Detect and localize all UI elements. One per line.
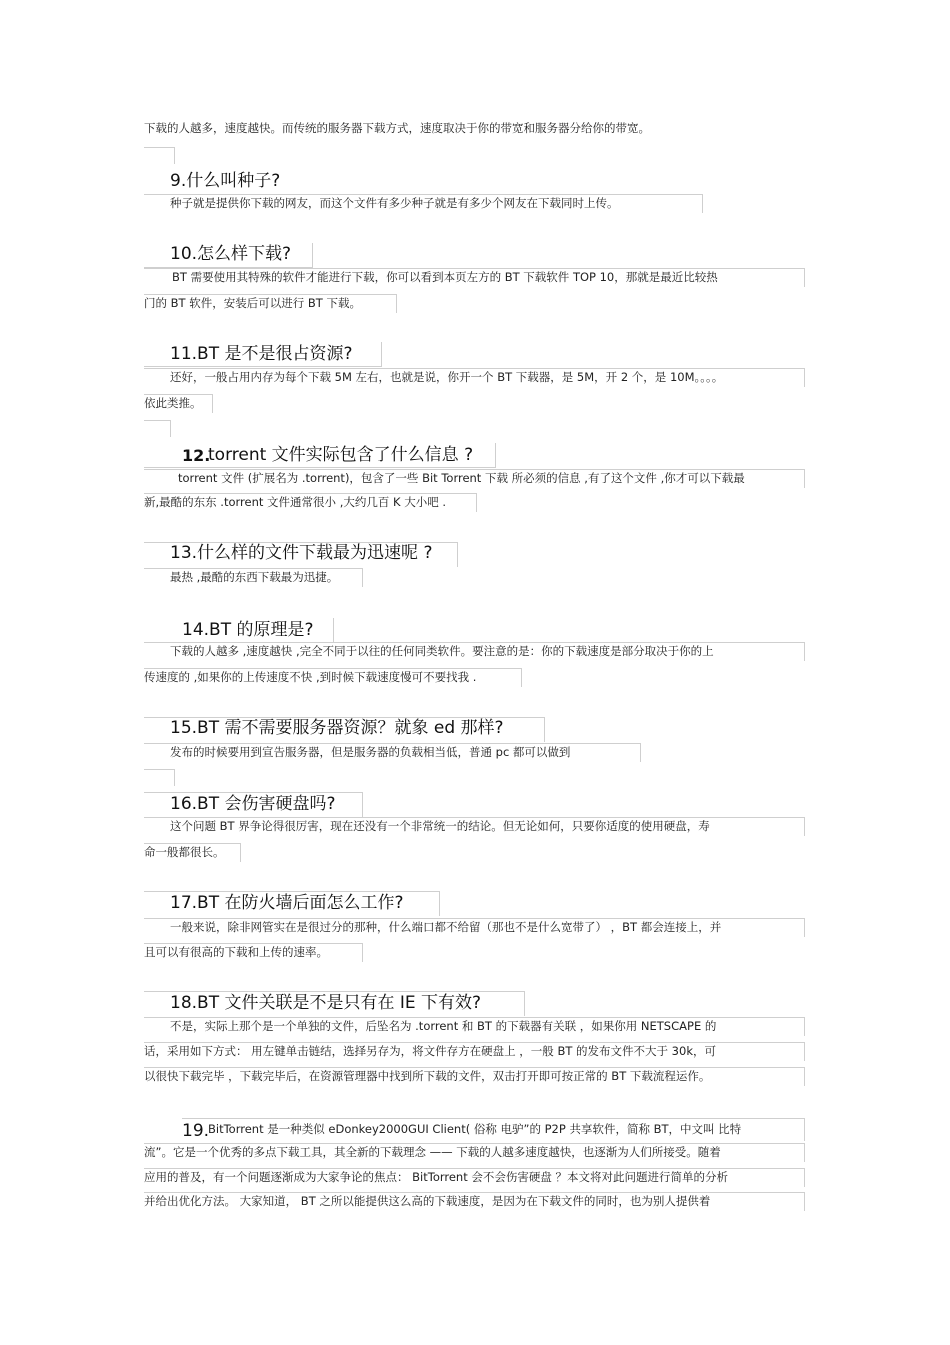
table-cell-border bbox=[144, 493, 477, 512]
table-cell-border bbox=[144, 469, 805, 488]
table-cell-border bbox=[144, 1042, 805, 1061]
paragraph-line: BT 需要使用其特殊的软件才能进行下载，你可以看到本页左方的 BT 下载软件 TOP 10，那就是最近比较热 bbox=[172, 270, 718, 284]
paragraph-line: 依此类推。 bbox=[144, 396, 202, 410]
table-cell-border bbox=[144, 891, 440, 916]
paragraph-line: 流”。它是一个优秀的多点下载工具，其全新的下载理念 —— 下载的人越多速度越快，也逐渐为人们所接受。随着 bbox=[144, 1145, 721, 1159]
table-cell-border bbox=[144, 147, 175, 164]
paragraph-line: 且可以有很高的下载和上传的速率。 bbox=[144, 945, 328, 959]
table-cell-border bbox=[182, 1118, 805, 1141]
table-cell-border bbox=[144, 568, 363, 587]
paragraph-line: 并给出优化方法。 大家知道， BT 之所以能提供这么高的下载速度，是因为在下载文件的同时，也为别人提供着 bbox=[144, 1194, 711, 1208]
table-cell-border bbox=[144, 1143, 805, 1162]
paragraph-line: 这个问题 BT 界争论得很厉害，现在还没有一个非常统一的结论。但无论如何，只要你适度的使用硬盘，寿 bbox=[170, 819, 710, 833]
table-cell-border bbox=[144, 618, 334, 643]
table-cell-border bbox=[144, 717, 545, 742]
table-cell-border bbox=[144, 769, 175, 786]
table-cell-border bbox=[144, 243, 313, 268]
table-cell-border bbox=[144, 642, 805, 661]
paragraph-line: 话，采用如下方式： 用左键单击链结，选择另存为，将文件存方在硬盘上 ，一般 BT 的发布文件不大于 30k，可 bbox=[144, 1044, 716, 1058]
paragraph-line: BitTorrent 是一种类似 eDonkey2000GUI Client( 俗称 电驴”的 P2P 共享软件，简称 BT，中文叫 比特 bbox=[208, 1122, 742, 1136]
table-cell-border bbox=[144, 294, 397, 313]
paragraph-line: 命一般都很长。 bbox=[144, 845, 225, 859]
heading-15: 15.BT 需不需要服务器资源？就象 ed 那样? bbox=[170, 718, 504, 738]
table-cell-border bbox=[144, 1168, 805, 1187]
heading-18: 18.BT 文件关联是不是只有在 IE 下有效? bbox=[170, 993, 482, 1013]
heading-17: 17.BT 在防火墙后面怎么工作? bbox=[170, 893, 404, 913]
paragraph-line: 传速度的 ,如果你的上传速度不快 ,到时候下载速度慢可不要找我 . bbox=[144, 670, 477, 684]
heading-10: 10.怎么样下载? bbox=[170, 244, 292, 264]
heading-12-number: 12. bbox=[182, 446, 211, 465]
paragraph-line: 门的 BT 软件，安装后可以进行 BT 下载。 bbox=[144, 296, 361, 310]
paragraph-line: 一般来说，除非网管实在是很过分的那种，什么端口都不给留（那也不是什么宽带了） ，BT 都会连接上，并 bbox=[170, 920, 722, 934]
paragraph-line: torrent 文件 (扩展名为 .torrent)，包含了一些 Bit Torrent 下载 所必须的信息 ,有了这个文件 ,你才可以下载最 bbox=[178, 471, 745, 485]
heading-16: 16.BT 会伤害硬盘吗? bbox=[170, 794, 336, 814]
table-cell-border bbox=[144, 792, 363, 817]
table-cell-border bbox=[144, 991, 525, 1016]
table-cell-border bbox=[144, 394, 213, 413]
heading-14: 14.BT 的原理是? bbox=[182, 620, 314, 640]
heading-13: 13.什么样的文件下载最为迅速呢 ? bbox=[170, 543, 433, 563]
heading-19-number: 19. bbox=[182, 1121, 210, 1141]
table-cell-border bbox=[144, 443, 496, 468]
table-cell-border bbox=[144, 542, 458, 567]
heading-11: 11.BT 是不是很占资源? bbox=[170, 344, 353, 364]
table-cell-border bbox=[144, 268, 805, 287]
paragraph-line: 最热 ,最酷的东西下载最为迅捷。 bbox=[170, 570, 339, 584]
paragraph-line: 不是，实际上那个是一个单独的文件，后坠名为 .torrent 和 BT 的下载器有关联 ，如果你用 NETSCAPE 的 bbox=[170, 1019, 717, 1033]
table-cell-border bbox=[144, 342, 382, 367]
paragraph-line: 应用的普及，有一个问题逐渐成为大家争论的焦点： BitTorrent 会不会伤害硬盘 ？本文将对此问题进行简单的分析 bbox=[144, 1170, 729, 1184]
table-cell-border bbox=[144, 420, 171, 437]
table-cell-border bbox=[144, 943, 363, 962]
table-cell-border bbox=[144, 368, 805, 387]
paragraph-line: 下载的人越多，速度越快。而传统的服务器下载方式，速度取决于你的带宽和服务器分给你的带宽。 bbox=[144, 121, 650, 135]
table-cell-border bbox=[144, 817, 805, 836]
heading-12: torrent 文件实际包含了什么信息 ? bbox=[208, 445, 474, 465]
heading-9: 9.什么叫种子? bbox=[170, 171, 281, 191]
paragraph-line: 还好，一般占用内存为每个下载 5M 左右，也就是说，你开一个 BT 下载器，是 5M，开 2 个，是 10M。。。。 bbox=[170, 370, 724, 384]
table-cell-border bbox=[144, 1067, 805, 1086]
table-cell-border bbox=[144, 743, 641, 762]
table-cell-border bbox=[144, 1017, 805, 1036]
paragraph-line: 种子就是提供你下载的网友，而这个文件有多少种子就是有多少个网友在下载同时上传。 bbox=[170, 196, 619, 210]
table-cell-border bbox=[144, 1192, 805, 1211]
paragraph-line: 发布的时候要用到宣告服务器，但是服务器的负载相当低，普通 pc 都可以做到 bbox=[170, 745, 571, 759]
paragraph-line: 新,最酷的东东 .torrent 文件通常很小 ,大约几百 K 大小吧 . bbox=[144, 495, 447, 509]
paragraph-line: 以很快下载完毕 ，下载完毕后，在资源管理器中找到所下载的文件，双击打开即可按正常的 BT 下载流程运作。 bbox=[144, 1069, 711, 1083]
paragraph-line: 下载的人越多 ,速度越快 ,完全不同于以往的任何同类软件。要注意的是：你的下载速度是部分取决于你的上 bbox=[170, 644, 714, 658]
table-cell-border bbox=[144, 668, 522, 687]
table-cell-border bbox=[144, 843, 241, 862]
table-cell-border bbox=[144, 918, 805, 937]
